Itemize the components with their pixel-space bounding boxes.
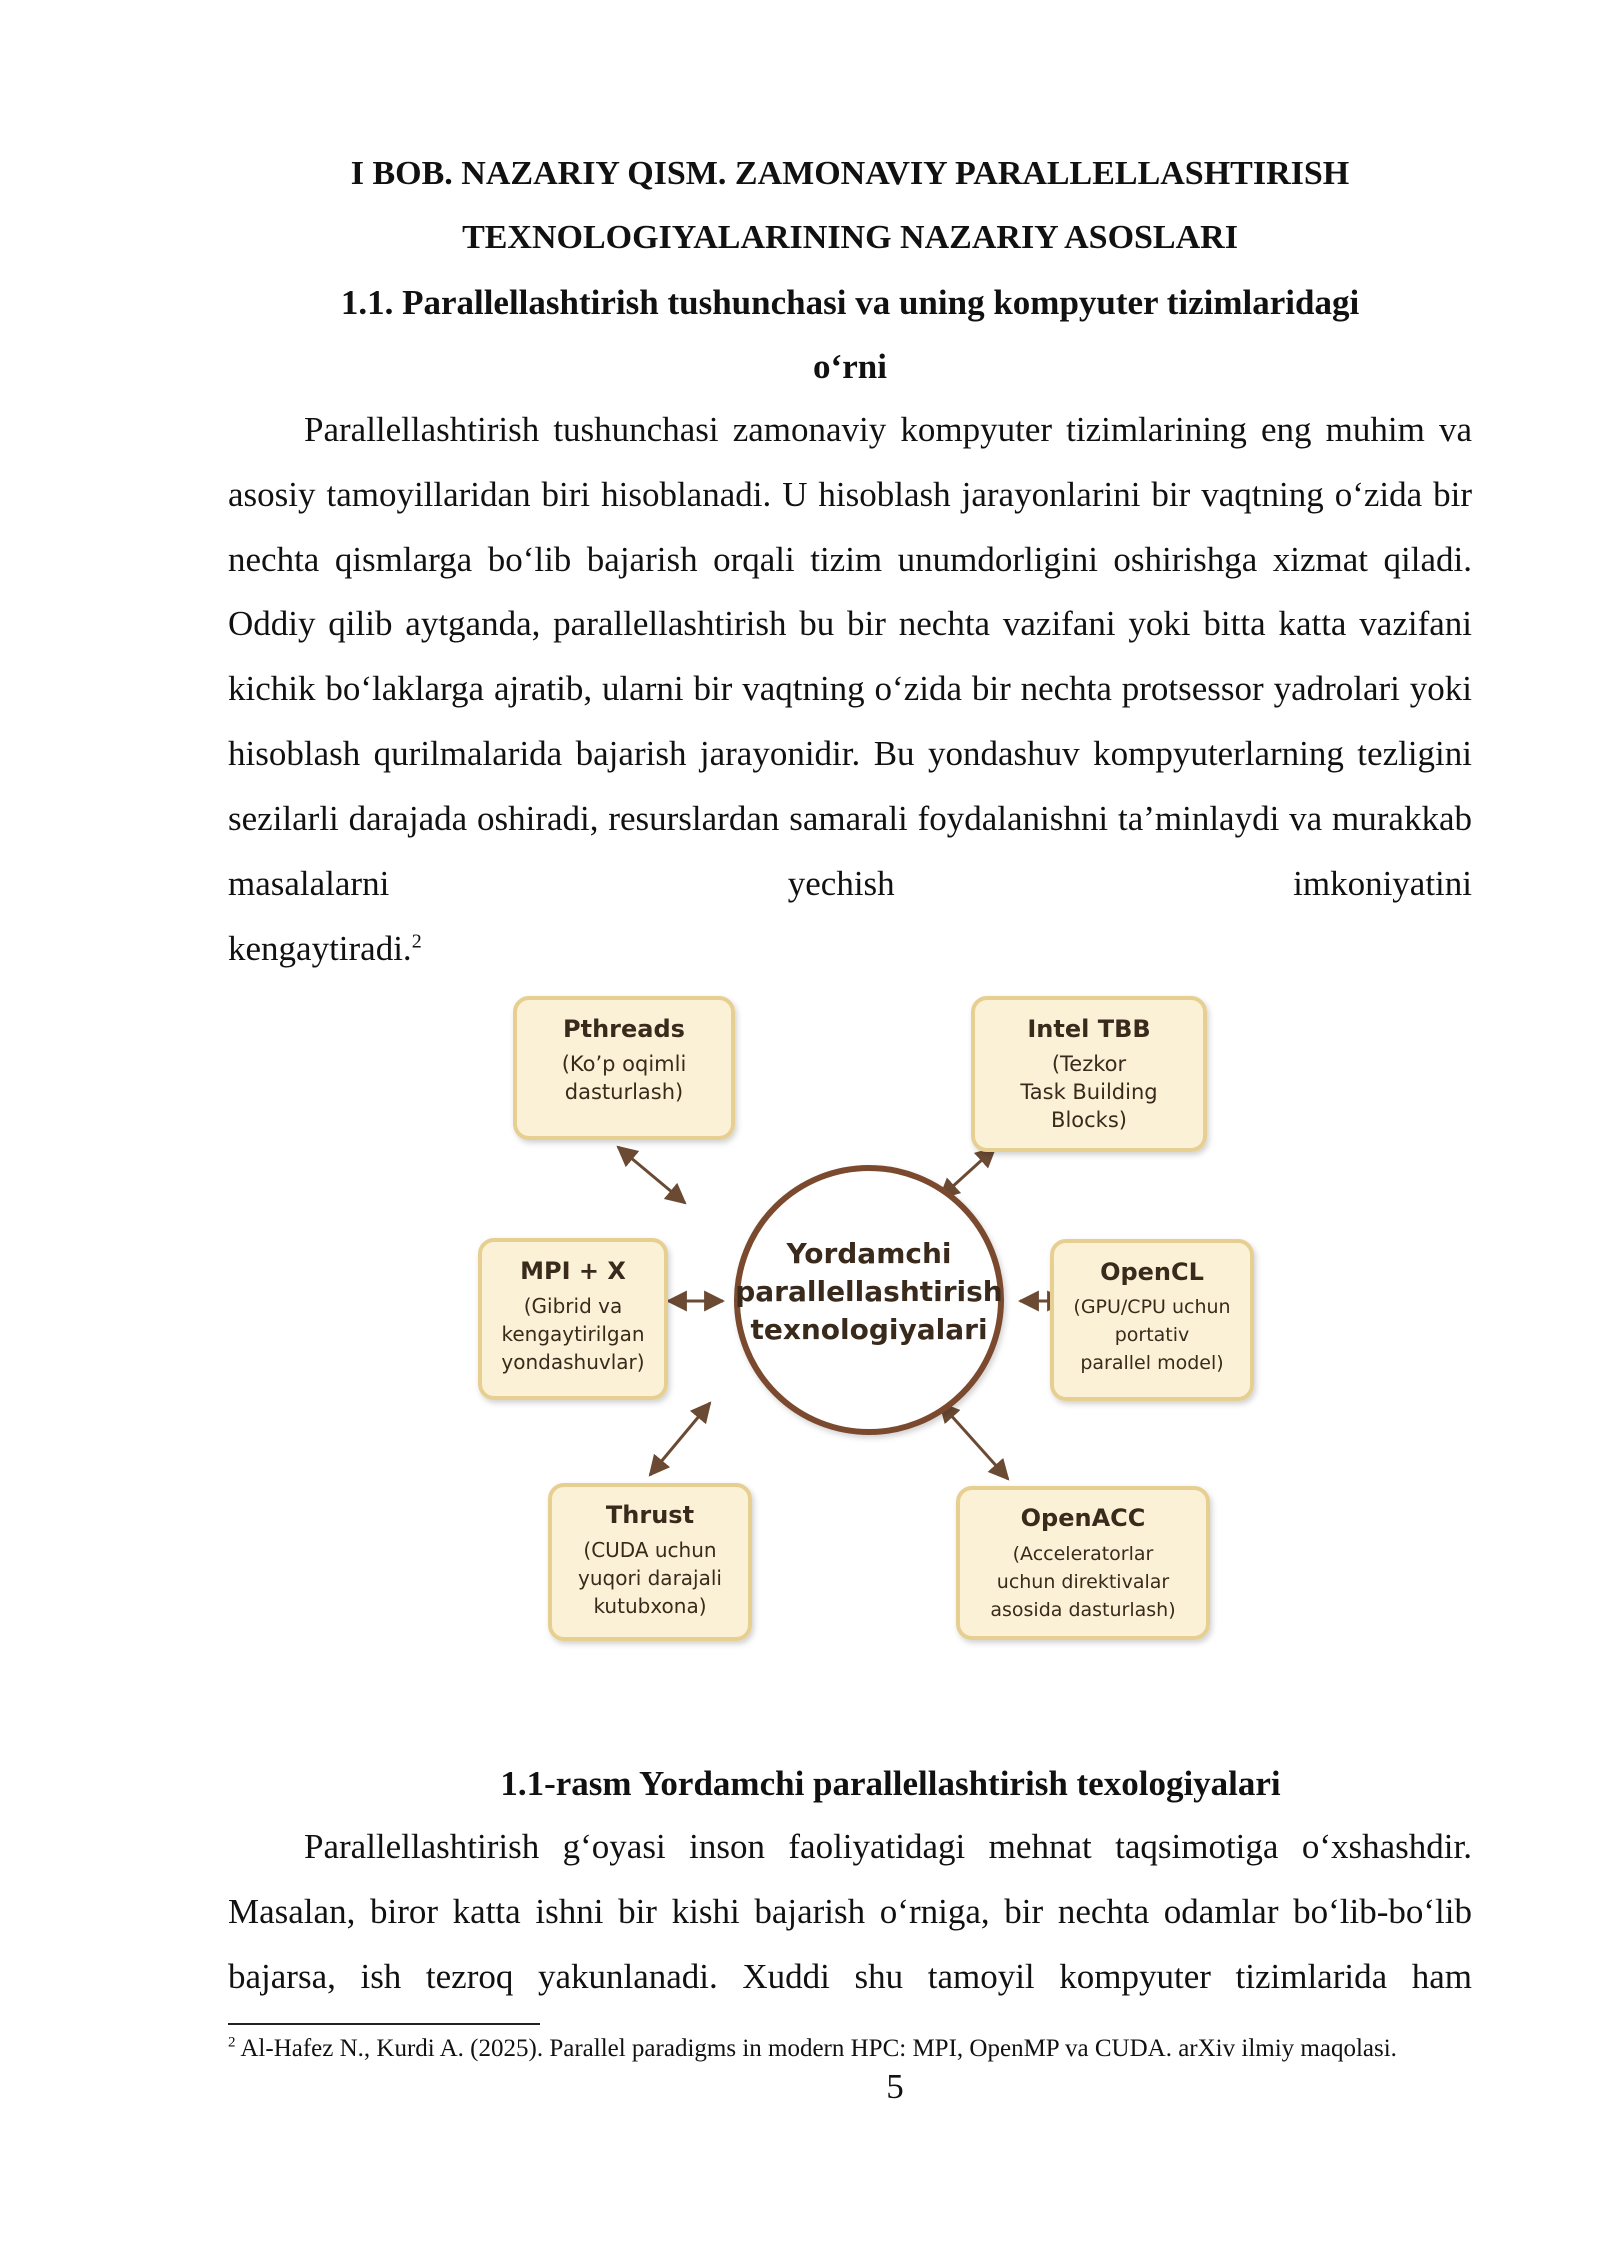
mpi-x-desc-1: (Gibrid va: [523, 1294, 623, 1318]
footnote-text: Al-Hafez N., Kurdi A. (2025). Parallel paradigms in modern HPC: MPI, OpenMP va CUDA. arXiv ilmiy maqolasi.: [240, 2035, 1397, 2062]
paragraph-2: [228, 1815, 1472, 2009]
arrow-openacc: [940, 1403, 1008, 1479]
mpi-x-desc-3: yondashuvlar): [501, 1350, 645, 1374]
technology-diagram: [470, 985, 1270, 1715]
node-mpi-x: [480, 1240, 666, 1398]
node-openacc: [958, 1488, 1208, 1638]
openacc-title: OpenACC: [1020, 1504, 1146, 1532]
opencl-title: OpenCL: [1100, 1258, 1204, 1286]
thrust-desc-1: (CUDA uchun: [583, 1538, 717, 1562]
paragraph-1-last-line: [228, 917, 422, 981]
chapter-title-line2: TEXNOLOGIYALARINING NAZARIY ASOSLARI: [462, 219, 1238, 256]
arrow-thrust: [650, 1403, 710, 1475]
openacc-desc-2: uchun direktivalar: [996, 1571, 1170, 1593]
center-label-2: parallellashtirish: [735, 1275, 1003, 1308]
center-label-1: Yordamchi: [786, 1237, 952, 1270]
openacc-desc-3: asosida dasturlash): [990, 1599, 1176, 1621]
mpi-x-desc-2: kengaytirilgan: [501, 1322, 645, 1346]
section-title-line1: 1.1. Parallellashtirish tushunchasi va uning kompyuter tizimlaridagi: [340, 283, 1360, 322]
node-pthreads: [515, 998, 733, 1138]
chapter-title-line1: I BOB. NAZARIY QISM. ZAMONAVIY PARALLELLASHTIRISH: [350, 155, 1350, 192]
thrust-title: Thrust: [605, 1501, 695, 1529]
arrow-pthreads: [618, 1147, 685, 1203]
mpi-x-title: MPI + X: [520, 1257, 626, 1285]
center-node: [735, 1168, 1003, 1432]
page-number: 5: [886, 2067, 904, 2106]
node-intel-tbb: [973, 998, 1205, 1150]
paragraph-1-last-text: kengaytiradi.: [228, 929, 412, 968]
footnote-number: 2: [228, 2034, 236, 2051]
opencl-desc-3: parallel model): [1080, 1352, 1224, 1374]
paragraph-1: [228, 398, 1472, 916]
opencl-desc-2: portativ: [1114, 1324, 1190, 1346]
pthreads-desc-2: dasturlash): [564, 1080, 684, 1104]
opencl-desc-1: (GPU/CPU uchun: [1073, 1296, 1231, 1318]
pthreads-desc-1: (Ko’p oqimli: [561, 1052, 687, 1076]
footnote-separator: [228, 2023, 540, 2025]
node-thrust: [550, 1485, 750, 1639]
node-opencl: [1052, 1241, 1252, 1399]
arrow-intel-tbb: [940, 1148, 995, 1198]
intel-tbb-desc-1: (Tezkor: [1051, 1052, 1127, 1076]
pthreads-title: Pthreads: [563, 1015, 685, 1043]
figure-caption: 1.1-rasm Yordamchi parallellashtirish texologiyalari: [500, 1764, 1281, 1803]
paragraph-1-text: Parallellashtirish tushunchasi zamonaviy kompyuter tizimlarining eng muhim va asosiy tamoyillaridan biri hisoblanadi. U hisoblash jarayonlarini bir vaqtning o‘zida bir nechta qismlarga bo‘lib bajarish orqali tizim unumdorligini oshirishga xizmat qiladi. Oddiy qilib aytganda, parallellashtirish bu bir nechta vazifani yoki bitta katta vazifani kichik bo‘laklarga ajratib, ularni bir vaqtning o‘zida bir nechta protsessor yadrolari yoki hisoblash qurilmalarida bajarish jarayonidir. Bu yondashuv kompyuterlarning tezligini sezilarli darajada oshiradi, resurslardan samarali foydalanishni ta’minlaydi va murakkab masalalarni yechish imkoniyatini: [228, 410, 1472, 903]
intel-tbb-desc-2: Task Building: [1020, 1080, 1158, 1104]
section-title-line2: o‘rni: [813, 347, 887, 386]
intel-tbb-title: Intel TBB: [1027, 1015, 1151, 1043]
paragraph-2-text: Parallellashtirish g‘oyasi inson faoliyatidagi mehnat taqsimotiga o‘xshashdir. Masalan, biror katta ishni bir kishi bajarish o‘rniga, bir nechta odamlar bo‘lib-bo‘lib bajarsa, ish tezroq yakunlanadi. Xuddi shu tamoyil kompyuter tizimlarida ham: [228, 1827, 1472, 1996]
openacc-desc-1: (Acceleratorlar: [1012, 1543, 1154, 1565]
thrust-desc-3: kutubxona): [593, 1594, 707, 1618]
footnote-reference: 2: [411, 930, 422, 953]
thrust-desc-2: yuqori darajali: [578, 1566, 722, 1590]
intel-tbb-desc-3: Blocks): [1051, 1108, 1127, 1132]
center-label-3: texnologiyalari: [750, 1313, 988, 1346]
